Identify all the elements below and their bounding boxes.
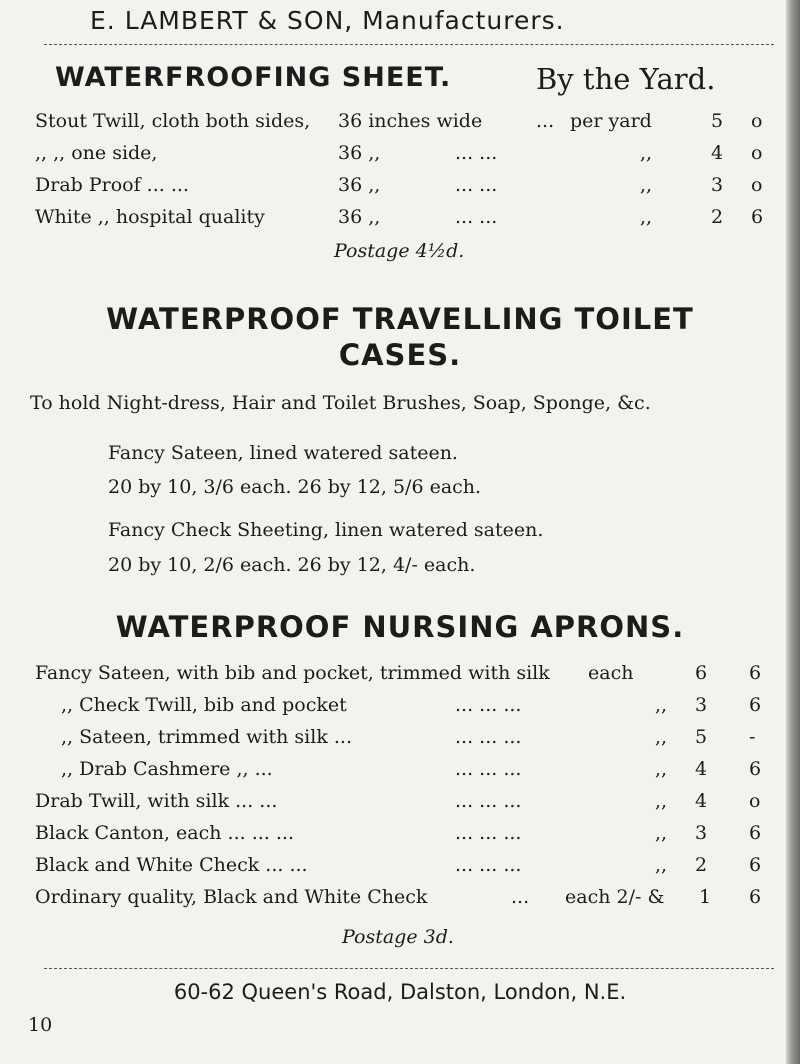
price-pence: 6: [749, 854, 762, 876]
item-dots: ... ... ...: [455, 694, 522, 716]
item-size: 36 inches wide: [338, 110, 483, 132]
price-shillings: 3: [711, 174, 724, 196]
footer-divider: [44, 968, 774, 969]
aprons-heading: WATERPROOF NURSING APRONS.: [115, 610, 685, 644]
apron-row: [35, 790, 775, 816]
price-pence: 6: [751, 206, 764, 228]
check-prices: 20 by 10, 2/6 each. 26 by 12, 4/- each.: [108, 554, 476, 576]
toilet-heading-line2: CASES.: [338, 338, 462, 372]
item-description: Stout Twill, cloth both sides,: [35, 110, 311, 132]
item-dots: ... ... ...: [455, 822, 522, 844]
item-size: 36 ,,: [338, 142, 381, 164]
price-shillings: 4: [695, 790, 708, 812]
sheet-row: [35, 110, 775, 136]
price-shillings: 3: [695, 822, 708, 844]
item-unit: ,,: [640, 142, 653, 164]
check-title: Fancy Check Sheeting, linen watered sateen.: [108, 519, 544, 541]
price-shillings: 1: [699, 886, 712, 908]
item-unit: ,,: [655, 822, 668, 844]
aprons-postage: Postage 3d.: [342, 926, 454, 948]
item-unit: ,,: [640, 174, 653, 196]
apron-row: [35, 758, 775, 784]
item-description: Fancy Sateen, with bib and pocket, trimmed with silk: [35, 662, 550, 684]
sheet-row: [35, 206, 775, 232]
item-unit: ,,: [655, 854, 668, 876]
toilet-intro: To hold Night-dress, Hair and Toilet Brushes, Soap, Sponge, &c.: [30, 392, 651, 414]
apron-row: [35, 662, 775, 688]
item-unit: each: [588, 662, 634, 684]
item-unit: ,,: [640, 206, 653, 228]
item-dots: ...: [536, 110, 555, 132]
by-the-yard-label: By the Yard.: [536, 62, 716, 96]
price-pence: o: [751, 174, 763, 196]
sheet-heading: WATERFROOFING SHEET.: [55, 62, 452, 93]
price-shillings: 3: [695, 694, 708, 716]
apron-row: [35, 886, 775, 912]
item-description: ,, ,, one side,: [35, 142, 158, 164]
price-pence: 6: [749, 822, 762, 844]
sateen-title: Fancy Sateen, lined watered sateen.: [108, 442, 458, 464]
price-shillings: 5: [695, 726, 708, 748]
price-pence: o: [751, 142, 763, 164]
item-description: Black Canton, each ... ... ...: [35, 822, 294, 844]
item-unit: ,,: [655, 790, 668, 812]
item-dots: ... ... ...: [455, 726, 522, 748]
item-description: ,, Check Twill, bib and pocket: [61, 694, 347, 716]
price-pence: 6: [749, 662, 762, 684]
price-shillings: 2: [711, 206, 724, 228]
item-description: Drab Twill, with silk ... ...: [35, 790, 278, 812]
apron-row: [35, 822, 775, 848]
sheet-row: [35, 142, 775, 168]
sheet-postage: Postage 4½d.: [334, 240, 465, 262]
item-dots: ... ...: [455, 142, 498, 164]
item-description: ,, Sateen, trimmed with silk ...: [61, 726, 353, 748]
item-unit: per yard: [570, 110, 652, 132]
price-shillings: 5: [711, 110, 724, 132]
footer-address: 60-62 Queen's Road, Dalston, London, N.E.: [173, 980, 627, 1004]
page-number: 10: [28, 1014, 53, 1036]
item-dots: ... ...: [455, 206, 498, 228]
price-pence: 6: [749, 694, 762, 716]
sheet-row: [35, 174, 775, 200]
item-description: Drab Proof ... ...: [35, 174, 189, 196]
item-dots: ... ... ...: [455, 854, 522, 876]
price-pence: o: [751, 110, 763, 132]
item-description: ,, Drab Cashmere ,, ...: [61, 758, 273, 780]
page-edge-shadow: [786, 0, 800, 1064]
apron-row: [35, 854, 775, 880]
price-shillings: 4: [695, 758, 708, 780]
item-dots: ...: [511, 886, 530, 908]
price-pence: o: [749, 790, 761, 812]
price-pence: 6: [749, 886, 762, 908]
item-dots: ... ...: [455, 174, 498, 196]
item-description: Ordinary quality, Black and White Check: [35, 886, 428, 908]
apron-row: [35, 726, 775, 752]
item-unit: ,,: [655, 758, 668, 780]
price-pence: -: [749, 726, 756, 748]
item-size: 36 ,,: [338, 206, 381, 228]
price-pence: 6: [749, 758, 762, 780]
item-description: Black and White Check ... ...: [35, 854, 308, 876]
toilet-heading-line1: WATERPROOF TRAVELLING TOILET: [106, 302, 694, 336]
apron-row: [35, 694, 775, 720]
item-description: White ,, hospital quality: [35, 206, 265, 228]
sateen-prices: 20 by 10, 3/6 each. 26 by 12, 5/6 each.: [108, 476, 482, 498]
page-header-title: E. LAMBERT & SON, Manufacturers.: [90, 6, 565, 35]
item-dots: ... ... ...: [455, 790, 522, 812]
price-shillings: 6: [695, 662, 708, 684]
item-dots: ... ... ...: [455, 758, 522, 780]
item-size: 36 ,,: [338, 174, 381, 196]
item-unit: each 2/- &: [565, 886, 665, 908]
item-unit: ,,: [655, 694, 668, 716]
price-shillings: 2: [695, 854, 708, 876]
header-divider: [44, 44, 774, 45]
price-shillings: 4: [711, 142, 724, 164]
item-unit: ,,: [655, 726, 668, 748]
